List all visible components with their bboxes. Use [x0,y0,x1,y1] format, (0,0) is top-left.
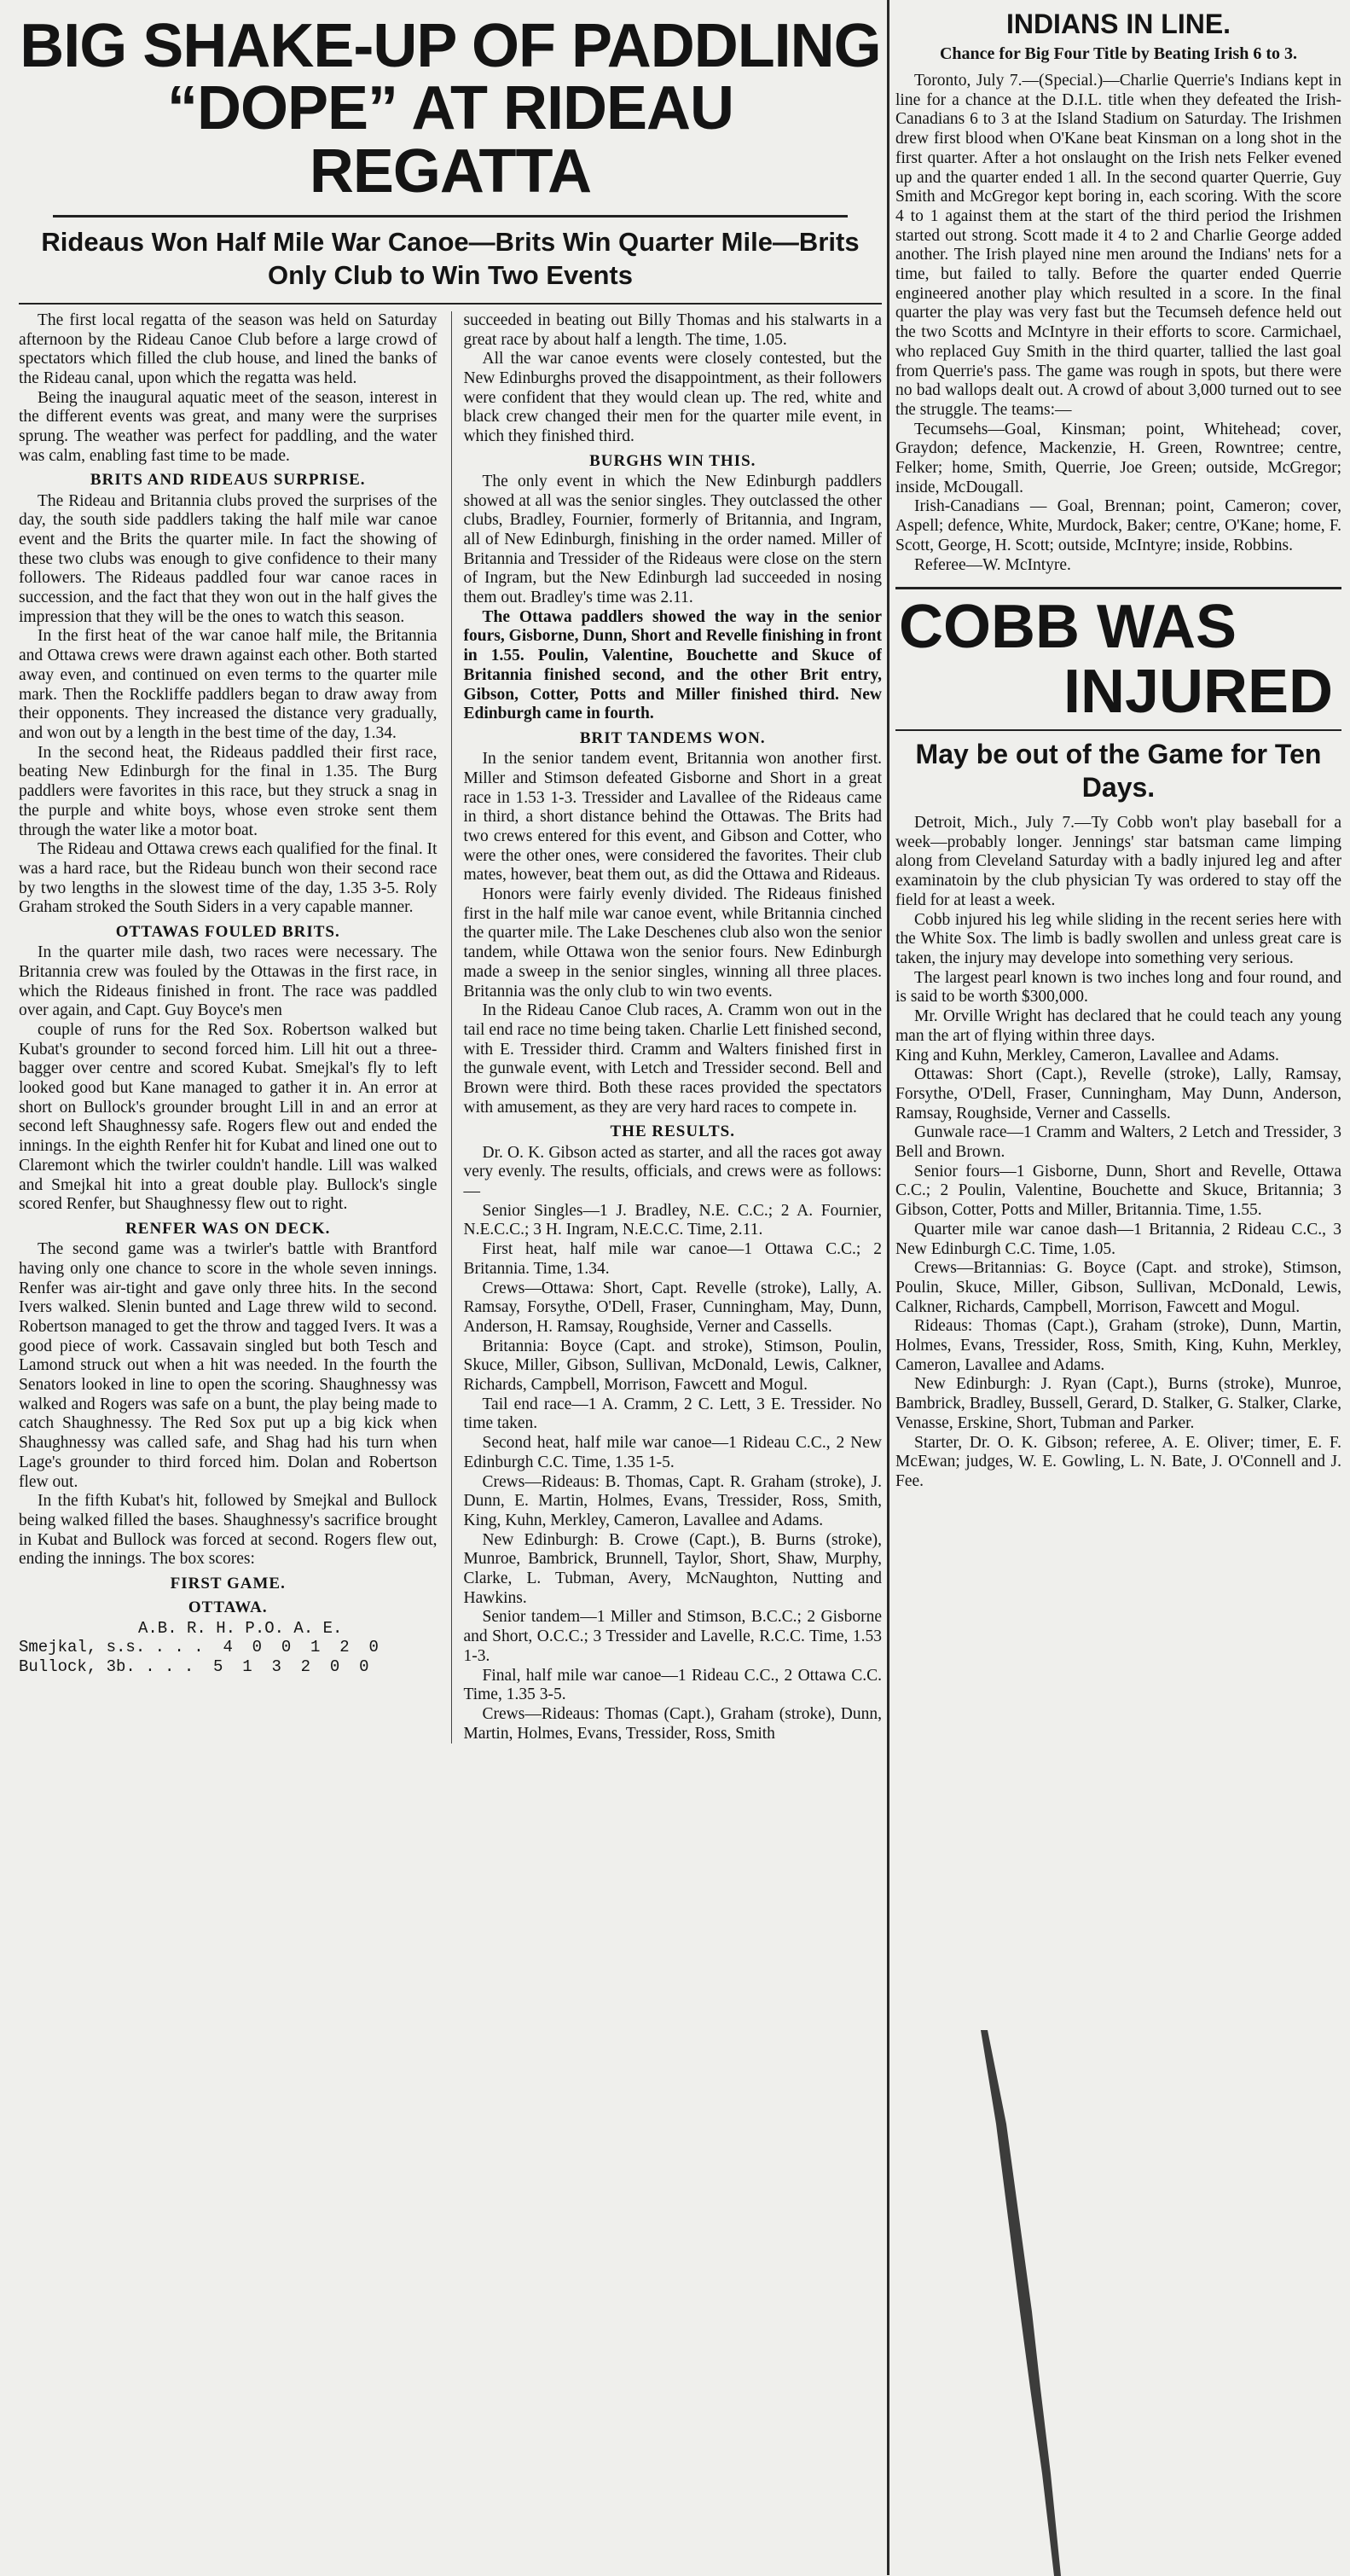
cobb-headline-line-1: COBB WAS [899,593,1237,662]
paragraph: In the second heat, the Rideaus paddled their first race, beating New Edinburgh for the final in 1.35. The Burg paddlers were favorites in this race, but they struck a snag in the purple and white boys, whose even stroke sent them through the water like a motor boat. [19,743,437,839]
paragraph: succeeded in beating out Billy Thomas and his stalwarts in a great race by about half a length. The time, 1.05. [463,310,882,349]
paragraph: Honors were fairly evenly divided. The Rideaus finished first in the half mile war canoe event, while Britannia cinched the quarter mile. The Lake Deschenes club also won the senior tandem, while Ottawa won the senior fours. New Edinburgh made a sweep in the senior singles, winning all three places. Britannia was the only club to win two events. [463,885,882,1001]
paragraph: Final, half mile war canoe—1 Rideau C.C., 2 Ottawa C.C. Time, 1.35 3-5. [463,1666,882,1704]
paragraph: New Edinburgh: J. Ryan (Capt.), Burns (stroke), Munroe, Bambrick, Bradley, Bussell, Gerard, D. Stalker, G. Stalker, Clarke, Venasse, Erskine, Short, Tubman and Parker. [895,1375,1341,1432]
paragraph: King and Kuhn, Merkley, Cameron, Lavallee and Adams. [895,1046,1279,1065]
right-column [895,0,1341,2575]
subhead: BRIT TANDEMS WON. [579,729,766,747]
regatta-article [19,0,882,2575]
paragraph: Crews—Britannias: G. Boyce (Capt. and stroke), Stimson, Poulin, Skuce, Miller, Gibson, Sullivan, McDonald, Lewis, Calkner, Richards, Campbell, Morrison, Fawcett and Mogul. [895,1259,1341,1316]
paragraph: Detroit, Mich., July 7.—Ty Cobb won't play baseball for a week—probably longer. Jennings' star batsman came limping along from Cleveland Saturday with a badly injured leg and after examinatoin by the club physician Ty was ordered to stay off the field for at least a week. [895,814,1341,909]
paragraph: The Rideau and Britannia clubs proved the surprises of the day, the south side paddlers taking the half mile war canoe event and the Brits the quarter mile. In fact the showing of these two clubs was enough to give confidence to their many followers. The Rideaus paddled four war canoe races in succession, and the fact that they won out in the half gives the impression that they will be the ones to watch this season. [19,491,437,626]
headline-deck: Rideaus Won Half Mile War Canoe—Brits Win Quarter Mile—Brits Only Club to Win Two Events [41,227,860,291]
headline-rule [53,215,848,218]
paragraph: Irish-Canadians — Goal, Brennan; point, Cameron; cover, Aspell; defence, White, Murdock, Baker; centre, O'Kane; home, F. Scott, George, H. Scott; outside, McIntyre; inside, Robbins. [895,497,1341,554]
paragraph: Referee—W. McIntyre. [914,555,1071,574]
paragraph: In the senior tandem event, Britannia won another first. Miller and Stimson defeated Gisborne and Short in a great race in 1.53 1-3. Tressider and Lavallee of the Rideaus came in third, a short distance behind the Ottawas. The Brits had two crews entered for this event, and Gibson and Cotter, who were the other ones, were considered the favorites. Their club mates, however, beat them out, as did the Ottawa and Rideaus. [463,750,882,885]
paragraph: The Ottawa paddlers showed the way in the senior fours, Gisborne, Dunn, Short and Revelle finishing in front in 1.55. Poulin, Valentine, Bouchette and Skuce of Britannia finished second, and the other Brit entry, Gibson, Cotter, Potts and Miller finished third. New Edinburgh came in fourth. [463,607,882,723]
paragraph: Tecumsehs—Goal, Kinsman; point, Whitehead; cover, Graydon; defence, Mackenzie, H. Green, Rowntree; centre, Felker; home, Smith, Querrie, Joe Green; outside, McGregor; inside, McDougall. [895,420,1341,496]
indians-article [895,72,1341,575]
paragraph: Starter, Dr. O. K. Gibson; referee, A. E. Oliver; timer, E. F. McEwan; judges, W. E. Gowling, L. N. Bate, J. O'Connell and J. Fee. [895,1433,1341,1490]
deck-rule [19,303,882,305]
subhead: BRITS AND RIDEAUS SURPRISE. [90,471,366,490]
cobb-headline-line-2: INJURED [1063,658,1333,727]
paragraph: Ottawas: Short (Capt.), Revelle (stroke), Lally, Ramsay, Forsythe, O'Dell, Fraser, Cunningham, May Dunn, Anderson, Ramsay, Roughside, Verner and Cassells. [895,1065,1341,1123]
paragraph: Rideaus: Thomas (Capt.), Graham (stroke), Dunn, Martin, Holmes, Evans, Tressider, Ross, Smith, King, Kuhn, Merkley, Cameron, Lavallee and Adams. [895,1317,1341,1374]
box-score-row: Bullock, 3b. . . . 5 1 3 2 0 0 [19,1656,369,1676]
subhead: RENFER WAS ON DECK. [125,1220,331,1238]
paragraph: The largest pearl known is two inches long and four round, and is said to be worth $300,000. [895,968,1341,1007]
section-rule [895,587,1341,589]
paragraph: Crews—Ottawa: Short, Capt. Revelle (stroke), Lally, A. Ramsay, Forsythe, O'Dell, Fraser, Cunningham, May, Dunn, Anderson, H. Ramsay, Roughside, Verner and Cassells. [463,1279,882,1336]
subhead: BURGHS WIN THIS. [589,451,756,470]
paragraph: Tail end race—1 A. Cramm, 2 C. Lett, 3 E. Tressider. No time taken. [463,1395,882,1433]
headline-line-2: “DOPE” AT RIDEAU REGATTA [166,74,734,206]
paragraph: Dr. O. K. Gibson acted as starter, and all the races got away very evenly. The results, officials, and crews were as follows:— [463,1143,882,1201]
paragraph: Gunwale race—1 Cramm and Walters, 2 Letch and Tressider, 3 Bell and Brown. [895,1123,1341,1162]
paragraph: Britannia: Boyce (Capt. and stroke), Stimson, Poulin, Skuce, Miller, Gibson, Sullivan, McDonald, Lewis, Calkner, Richards, Campbell, Morrison, Fawcett and Mogul. [463,1337,882,1395]
subhead: THE RESULTS. [610,1123,735,1141]
box-score-row: Smejkal, s.s. . . . 4 0 0 1 2 0 [19,1638,379,1657]
paragraph: In the first heat of the war canoe half mile, the Britannia and Ottawa crews were drawn against each other. Both started away even, and continued on even terms to the quarter mile mark. Then the Rockliffe paddlers began to draw away from their opponents. They increased the distance very gradually, and won out by a length in the best time of the day, 1.34. [19,627,437,742]
paragraph: In the quarter mile dash, two races were necessary. The Britannia crew was fouled by the Ottawas in the first race, in which the Rideaus finished in front. The race was paddled over again, and Capt. Guy Boyce's men [19,943,437,1020]
cobb-rule [895,729,1341,731]
paragraph: Crews—Rideaus: Thomas (Capt.), Graham (stroke), Dunn, Martin, Holmes, Evans, Tressider, Ross, Smith [463,1705,882,1743]
paragraph: Mr. Orville Wright has declared that he could teach any young man the art of flying within three days. [895,1007,1341,1045]
indians-headline: INDIANS IN LINE. [1005,9,1231,39]
subhead: OTTAWAS FOULED BRITS. [115,923,340,942]
paragraph: Quarter mile war canoe dash—1 Britannia, 2 Rideau C.C., 3 New Edinburgh C.C. Time, 1.05. [895,1220,1341,1258]
paragraph: Being the inaugural aquatic meet of the season, interest in the different events was great, and many were the surprises sprung. The weather was perfect for paddling, and the water was calm, enabling fast time to be made. [19,388,437,465]
paragraph: The first local regatta of the season was held on Saturday afternoon by the Rideau Canoe Club before a large crowd of spectators which filled the club house, and lined the banks of the Rideau canal, upon which the regatta was held. [19,310,437,387]
paragraph: In the fifth Kubat's hit, followed by Smejkal and Bullock being walked filled the bases. Shaughnessy's sacrifice brought in Kubat and Bullock was forced at second. Rogers flew out, ending the innings. The box scores: [19,1492,437,1569]
paragraph: Senior Singles—1 J. Bradley, N.E. C.C.; 2 A. Fournier, N.E.C.C.; 3 H. Ingram, N.E.C.C. Time, 2.11. [463,1201,882,1239]
paragraph: Cobb injured his leg while sliding in the recent series here with the White Sox. The limb is badly swollen and unless great care is taken, the injury may develope into something very serious. [895,910,1341,967]
box-score-title: FIRST GAME. [170,1575,286,1593]
paragraph: couple of runs for the Red Sox. Robertson walked but Kubat's grounder to second forced him. Lill hit out a three-bagger over centre and scored Kubat. Smejkal's fly to left looked good but Kane managed to gather it in. An error at short on Bullock's grounder brought Lill in and an error at second left Shaughnessy safe. Rogers flew out and ended the innings. In the eighth Renfer hit for Kubat and lined one out to Claremont which the twirler couldn't handle. Lill was walked and Smejkal hit into a great double play. Bullock's single scored Renfer, but Shaughnessy flew out to right. [19,1020,437,1214]
indians-subhead: Chance for Big Four Title by Beating Irish 6 to 3. [939,44,1298,63]
column-divider [887,0,889,2575]
box-score-columns: A.B. R. H. P.O. A. E. [138,1619,343,1639]
paragraph: The second game was a twirler's battle with Brantford having only one chance to score in the whole seven innings. Renfer was air-tight and gave only three hits. In the second Ivers walked. Slenin bunted and Lage threw wild to second. Robertson managed to get the throw and tagged Ivers. It was a good piece of work. Cassavain singled but both Tesch and Lamond struck out when a hit was needed. In the fourth the Senators looked in line to open the scoring. Shaughnessy was walked and Rogers was safe on a bunt, the play being made to catch Shaughnessy. The Red Sox put up a big kick when Shaughnessy was called safe, and Shag had his turn when Lage's grounder to third forced him. Dolan and Robertson flew out. [19,1240,437,1491]
paragraph: Second heat, half mile war canoe—1 Rideau C.C., 2 New Edinburgh C.C. Time, 1.35 1-5. [463,1434,882,1471]
cobb-article [895,814,1341,1492]
paragraph: All the war canoe events were closely contested, but the New Edinburghs proved the disappointment, as their followers were confident that they would clean up. The red, white and black crew changed their men for the quarter mile event, in which they finished third. [463,350,882,446]
cobb-subhead: May be out of the Game for Ten Days. [915,739,1322,803]
article-column-1 [19,311,437,1744]
article-columns [19,311,882,1744]
paragraph: Toronto, July 7.—(Special.)—Charlie Querrie's Indians kept in line for a chance at the D.I.L. title when they defeated the Irish-Canadians 6 to 3 at the Island Stadium on Saturday. The Irishmen drew first blood when O'Kane beat Kinsman on a long shot in the first quarter. After a hot onslaught on the Irish nets Felker evened up and the quarter ended 1 all. In the second quarter Querrie, Guy Smith and McGregor kept boring in, each scoring. With the score 4 to 1 against them at the start of the third period the Irishmen started out strong. Scott made it 4 to 2 and Charlie George added another. The Irish played nine men around the Indians' nets for a time, but failed to tally. Before the quarter ended Querrie engineered another play which resulted in a score. In the final quarter the play was very fast but the Tecumseh defence held out the two Scotts and McIntyre in their efforts to score. Carmichael, who replaced Guy Smith in the third quarter, tallied the last goal from Querrie's pass. The game was rough in spots, but there were no bad wallops dealt out. A crowd of about 3,000 turned out to see the struggle. The teams:— [895,72,1341,419]
paragraph: New Edinburgh: B. Crowe (Capt.), B. Burns (stroke), Munroe, Bambrick, Brunnell, Taylor, Short, Shaw, Murphy, Clarke, L. Tubman, Avery, McNaughton, Nutting and Hawkins. [463,1530,882,1607]
article-column-2 [451,311,883,1744]
paragraph: Senior tandem—1 Miller and Stimson, B.C.C.; 2 Gisborne and Short, O.C.C.; 3 Tressider and Lavelle, R.C.C. Time, 1.53 1-3. [463,1608,882,1665]
paragraph: The Rideau and Ottawa crews each qualified for the final. It was a hard race, but the Rideau bunch won their second race by two lengths in the slowest time of the day, 1.35 3-5. Roly Graham stroked the South Siders in a very capable manner. [19,840,437,917]
headline-line-1: BIG SHAKE-UP OF PADDLING [20,12,881,80]
paragraph: Senior fours—1 Gisborne, Dunn, Short and Revelle, Ottawa C.C.; 2 Poulin, Valentine, Bouchette and Skuce, Britannia; 3 Gibson, Cotter, Potts and Miller, Britannia. Time, 1.55. [895,1162,1341,1220]
paragraph: The only event in which the New Edinburgh paddlers showed at all was the senior singles. They outclassed the other clubs, Bradley, Fournier, formerly of Britannia, and Ingram, all of New Edinburgh, finishing in the order named. Miller of Britannia and Tressider of the Rideaus were close on the stern of Ingram, but the New Edinburgh lad succeeded in nosing them out. Bradley's time was 2.11. [463,472,882,607]
paragraph: Crews—Rideaus: B. Thomas, Capt. R. Graham (stroke), J. Dunn, E. Martin, Holmes, Evans, Tressider, Ross, Smith, King, Kuhn, Merkley, Cameron, Lavallee and Adams. [463,1472,882,1529]
paragraph: In the Rideau Canoe Club races, A. Cramm won out in the tail end race no time being taken. Charlie Lett finished second, with E. Tressider third. Cramm and Walters finished first in the gunwale event, with Letch and Tressider second. Bell and Brown were third. Both these races provided the spectators with amusement, as they are very hard races to compete in. [463,1001,882,1117]
paragraph: First heat, half mile war canoe—1 Ottawa C.C.; 2 Britannia. Time, 1.34. [463,1240,882,1278]
box-score-team: OTTAWA. [188,1598,268,1617]
